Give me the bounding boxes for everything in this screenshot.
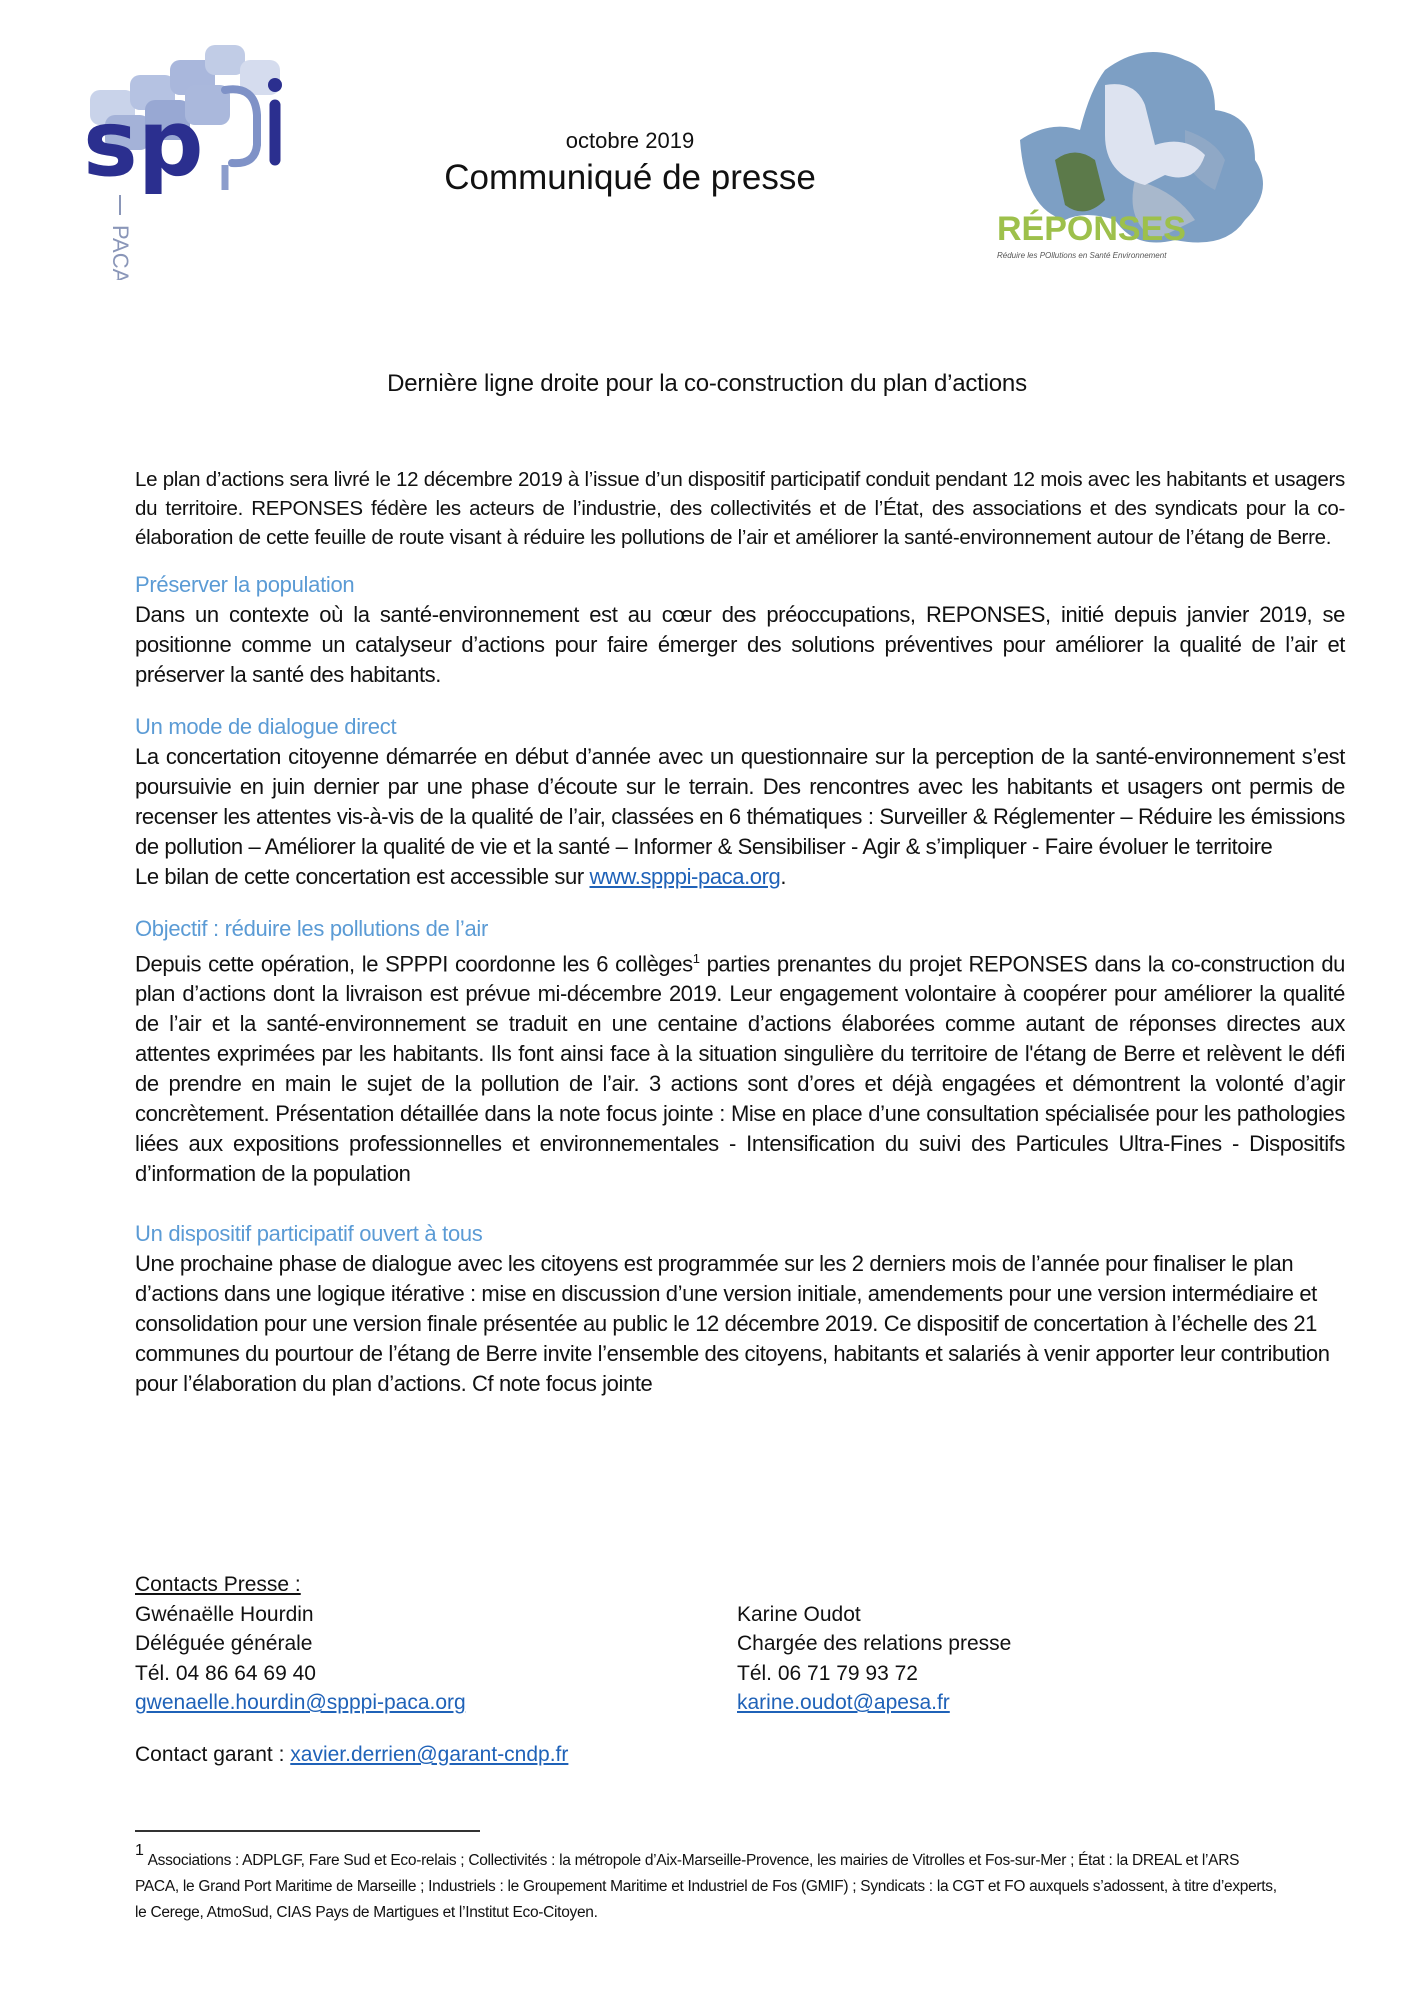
press-release-body [135,465,1345,1399]
section-body: Depuis cette opération, le SPPPI coordonne les 6 collèges$^1$ parties prenantes du projet REPONSES dans la co-construction du plan d’actions dont la livraison est prévue mi-décembre 2019. Leur engagement volontaire à coopérer pour améliorer la qualité de l’air et la santé-environnement se traduit en une centaine d’actions élaborées comme autant de réponses directes aux attentes exprimées par les habitants. Ils font ainsi face à la situation singulière du territoire de l'étang de Berre et relèvent le défi de prendre en main le sujet de la pollution de l’air. 3 actions sont d’ores et déjà engagées et démontrent la volonté d’agir concrètement. Présentation détaillée dans la note focus jointe : Mise en place d’une consultation spécialisée pour les pathologies liées aux expositions professionnelles et environnementales - Intensification du suivi des Particules Ultra-Fines - Dispositifs d’information de la population [135,951,1345,1187]
footnote [135,1842,1285,1926]
contact-phone: Tél. 04 86 64 69 40 [135,1661,316,1685]
svg-text:PACA: PACA [108,225,133,280]
contact-email-link[interactable]: gwenaelle.hourdin@spppi-paca.org [135,1691,466,1714]
section-body-link-line: Le bilan de cette concertation est accessible sur www.spppi-paca.org. [135,864,787,889]
contact-phone: Tél. 06 71 79 93 72 [737,1661,918,1685]
garant-contact [135,1743,568,1767]
contact-email-link[interactable]: karine.oudot@apesa.fr [737,1691,950,1714]
contact-role: Déléguée générale [135,1632,313,1655]
release-date: octobre 2019 [565,128,695,153]
spppi-paca-logo [75,30,335,280]
section-body: Une prochaine phase de dialogue avec les citoyens est programmée sur les 2 derniers mois de l’année pour finaliser le plan d’actions dans une logique itérative : mise en discussion d’une version initiale, amendements pour une version intermédiaire et consolidation pour une version finale présentée au public le 12 décembre 2019. Ce dispositif de concertation à l’échelle des 21 communes du pourtour de l’étang de Berre invite l’ensemble des citoyens, habitants et salariés à venir apporter leur contribution pour l’élaboration du plan d’actions. Cf note focus jointe [135,1251,1330,1397]
contacts-heading: Contacts Presse : [135,1573,301,1596]
contact-right [737,1600,1011,1718]
page-title: Communiqué de presse [444,158,816,197]
footnote-reference[interactable]: 1 [692,951,700,966]
contact-name: Karine Oudot [737,1602,861,1626]
contact-left [135,1570,466,1718]
section-heading: Un mode de dialogue direct [135,714,397,739]
garant-email-link[interactable]: xavier.derrien@garant-cndp.fr [290,1743,569,1766]
section-dispositif-participatif [135,1219,1345,1399]
section-objectif [135,914,1345,1189]
svg-text:RÉPONSES: RÉPONSES [997,210,1186,248]
spppi-website-link[interactable]: www.spppi-paca.org [589,864,781,889]
intro-paragraph: Le plan d’actions sera livré le 12 décembre 2019 à l’issue d’un dispositif participatif conduit pendant 12 mois avec les habitants et usagers du territoire. REPONSES fédère les acteurs de l’industrie, des collectivités et de l’État, des associations et des syndicats pour la co-élaboration de cette feuille de route visant à réduire les pollutions de l’air et améliorer la santé-environnement autour de l’étang de Berre. [135,468,1345,549]
section-body: La concertation citoyenne démarrée en début d’année avec un questionnaire sur la perception de la santé-environnement s’est poursuivie en juin dernier par une phase d’écoute sur le terrain. Des rencontres avec les habitants et usagers ont permis de recenser les attentes vis-à-vis de la qualité de l’air, classées en 6 thématiques : Surveiller & Réglementer – Réduire les émissions de pollution – Améliorer la qualité de vie et la santé – Informer & Sensibiliser - Agir & s’impliquer - Faire évoluer le territoire [135,744,1345,859]
footnote-number: 1 [135,1842,144,1859]
contact-name: Gwénaëlle Hourdin [135,1602,314,1626]
contact-role: Chargée des relations presse [737,1632,1012,1655]
footnote-text: Associations : ADPLGF, Fare Sud et Eco-relais ; Collectivités : la métropole d’Aix-Marseille-Provence, les mairies de Vitrolles et Fos-sur-Mer ; État : la DREAL et l’ARS PACA, le Grand Port Maritime de Marseille ; Industriels : le Groupement Maritime et Industriel de Fos (GMIF) ; Syndicats : la CGT et FO auxquels s’adossent, à titre d’experts, le Cerege, AtmoSud, CIAS Pays de Martigues et l’Institut Eco-Citoyen. [135,1852,1277,1921]
section-heading: Objectif : réduire les pollutions de l’air [135,916,489,941]
section-preserver-population [135,570,1345,690]
garant-label: Contact garant : [135,1743,291,1766]
section-mode-dialogue [135,712,1345,892]
section-body: Dans un contexte où la santé-environnement est au cœur des préoccupations, REPONSES, initié depuis janvier 2019, se positionne comme un catalyseur d’actions pour faire émerger des solutions préventives pour améliorer la qualité de l’air et préserver la santé des habitants. [135,602,1345,687]
footnote-divider [135,1830,480,1832]
section-heading: Préserver la population [135,572,355,597]
section-heading: Un dispositif participatif ouvert à tous [135,1221,483,1247]
svg-text:sp: sp [83,90,204,197]
document-subtitle: Dernière ligne droite pour la co-construction du plan d’actions [387,370,1027,397]
svg-text:Réduire les POllutions en Sant: Réduire les POllutions en Santé Environnement [997,251,1167,260]
